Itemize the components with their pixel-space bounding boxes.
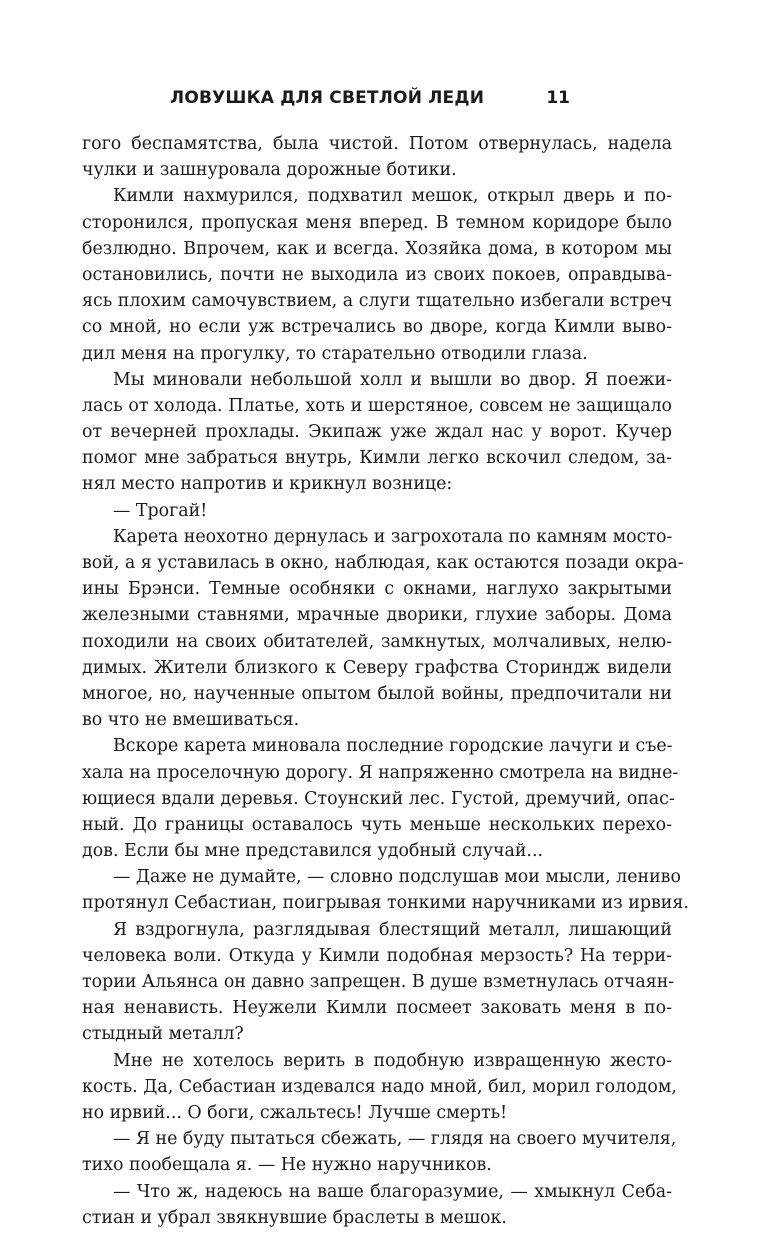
text-line: дил меня на прогулку, то старательно отводили глаза.: [82, 343, 588, 364]
text-line: походили на своих обитателей, замкнутых, молчаливых, нелю-: [82, 631, 672, 652]
text-line: стиан и убрал звякнувшие браслеты в мешок.: [82, 1207, 507, 1228]
text-line: — Даже не думайте, — словно подслушав мои мысли, лениво: [113, 867, 681, 888]
running-title: ЛОВУШКА ДЛЯ СВЕТЛОЙ ЛЕДИ: [170, 88, 485, 108]
text-line: Мы миновали небольшой холл и вышли во двор. Я поежи-: [113, 369, 672, 390]
text-line: тории Альянса он давно запрещен. В душе взметнулась отчаян-: [82, 972, 675, 992]
text-line: ющиеся вдали деревья. Стоунский лес. Густой, дремучий, опас-: [82, 788, 675, 809]
text-line: ясь плохим самочувствием, а слуги тщательно избегали встреч: [82, 291, 672, 312]
text-line: Я вздрогнула, разглядывая блестящий металл, лишающий: [113, 919, 672, 940]
text-line: чулки и зашнуровала дорожные ботики.: [82, 160, 457, 181]
text-line: от вечерней прохлады. Экипаж уже ждал нас у ворот. Кучер: [82, 422, 672, 443]
text-line: гого беспамятства, была чистой. Потом отвернулась, надела: [82, 134, 672, 154]
page-number: 11: [546, 88, 570, 108]
text-line: со мной, но если уж встречались во дворе, когда Кимли выво-: [82, 317, 672, 338]
text-line: ный. До границы оставалось чуть меньше нескольких перехо-: [82, 814, 672, 835]
text-line: — Трогай!: [113, 500, 208, 521]
text-line: Кимли нахмурился, подхватил мешок, открыл дверь и по-: [113, 186, 672, 207]
text-line: во что не вмешиваться.: [82, 710, 300, 731]
text-line: стыдный металл?: [82, 1024, 244, 1045]
text-line: — Что ж, надеюсь на ваше благоразумие, — хмыкнул Себа-: [113, 1181, 672, 1202]
text-line: помог мне забраться внутрь, Кимли легко вскочил следом, за-: [82, 448, 672, 469]
text-line: железными ставнями, мрачные дворики, глухие заборы. Дома: [82, 605, 672, 626]
text-line: ины Брэнси. Темные особняки с окнами, наглухо закрытыми: [82, 579, 672, 600]
text-line: безлюдно. Впрочем, как и всегда. Хозяйка дома, в котором мы: [82, 238, 672, 259]
text-line: Вскоре карета миновала последние городские лачуги и съе-: [113, 736, 673, 757]
text-line: — Я не буду пытаться сбежать, — глядя на своего мучителя,: [113, 1129, 677, 1150]
text-line: но ирвий... О боги, сжальтесь! Лучше смерть!: [82, 1102, 508, 1123]
text-line: хала на проселочную дорогу. Я напряженно смотрела на видне-: [82, 762, 679, 783]
text-line: протянул Себастиан, поигрывая тонкими наручниками из ирвия.: [82, 893, 689, 914]
running-header: [170, 88, 570, 114]
text-line: лась от холода. Платье, хоть и шерстяное, совсем не защищало: [82, 395, 672, 416]
text-line: димых. Жители близкого к Северу графства Сториндж видели: [82, 657, 672, 678]
text-line: человека воли. Откуда у Кимли подобная мерзость? На терри-: [82, 945, 672, 966]
text-line: вой, а я уставилась в окно, наблюдая, как остаются позади окра-: [82, 553, 684, 573]
text-line: многое, но, наученные опытом былой войны, предпочитали ни: [82, 683, 672, 704]
text-line: ная ненависть. Неужели Кимли посмеет заковать меня в по-: [82, 998, 672, 1019]
text-line: тихо пообещала я. — Не нужно наручников.: [82, 1155, 492, 1176]
body-text: [82, 131, 689, 1231]
text-line: кость. Да, Себастиан издевался надо мной, бил, морил голодом,: [82, 1076, 677, 1097]
text-line: Карета неохотно дернулась и загрохотала по камням мосто-: [113, 526, 673, 547]
text-line: нял место напротив и крикнул вознице:: [82, 474, 453, 495]
text-line: дов. Если бы мне представился удобный случай...: [82, 841, 544, 862]
text-line: Мне не хотелось верить в подобную извращенную жесто-: [113, 1050, 672, 1071]
text-line: сторонился, пропуская меня вперед. В темном коридоре было: [82, 212, 672, 233]
text-line: остановились, почти не выходила из своих покоев, оправдыва-: [82, 264, 672, 285]
